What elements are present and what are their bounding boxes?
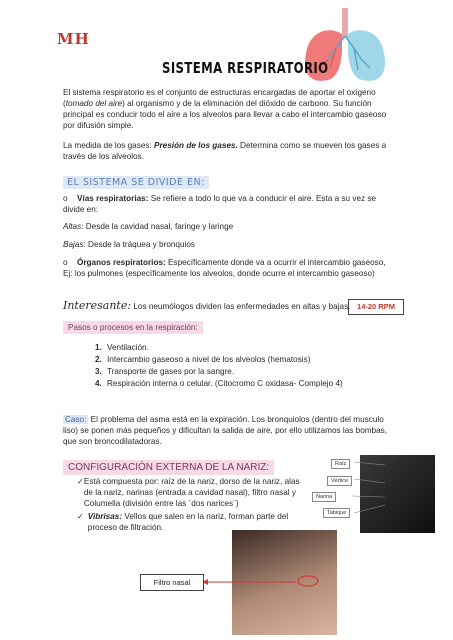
checkmark-icon: ✓: [77, 477, 84, 486]
process-list: [95, 342, 395, 390]
list-item: 1. Ventilación.: [95, 343, 149, 352]
bajas-line: Bajas: Desde la tráquea y bronquios: [63, 240, 195, 249]
section-heading-procesos: Pasos o procesos en la respiración:: [63, 322, 203, 333]
list-item: 4. Respiración interna o celular. (Citocromo C oxidasa- Complejo 4): [95, 379, 343, 388]
list-item: 3. Transporte de gases por la sangre.: [95, 367, 235, 376]
section-heading-divide: EL SISTEMA SE DIVIDE EN:: [63, 172, 209, 190]
circle-bullet-icon: o: [63, 258, 68, 267]
label-tabique: Tabique: [323, 508, 350, 518]
checkmark-icon: ✓: [77, 512, 84, 521]
filtro-nasal-label: Filtro nasal: [140, 574, 204, 591]
page-title: SISTEMA RESPIRATORIO: [162, 59, 329, 77]
section-heading-config: CONFIGURACIÓN EXTERNA DE LA NARIZ:: [63, 457, 274, 475]
interesting-note: Interesante: Los neumólogos dividen las enfermedades en altas y bajas.: [63, 299, 351, 312]
author-initials: MH: [57, 30, 90, 48]
list-item-vias: o Vías respiratorias: Se refiere a todo lo que va a conducir el aire. Esta a su vez se divide en:: [63, 194, 377, 214]
label-vertice: Vértice: [327, 476, 352, 486]
list-item: 2. Intercambio gaseoso a nivel de los alveolos (hematosis): [95, 355, 311, 364]
filtro-arrow: [200, 570, 325, 595]
altas-line: Altas: Desde la cavidad nasal, faringe y laringe: [63, 222, 234, 231]
list-item-organos: o Órganos respiratorios: Específicamente donde va a ocurrir el intercambio gaseoso, Ej: los pulmones (específicamente los alveolos, donde ocurre el intercambio gaseoso): [63, 258, 386, 278]
list-item: ✓ Está compuesta por: raíz de la nariz, dorso de la nariz, alas de la nariz, narinas (entrada a cavidad nasal), filtro nasal y Columella (división entre las ¨dos narices¨): [77, 477, 300, 508]
list-item: ✓ Vibrisas: Vellos que salen en la nariz, forman parte del proceso de filtración.: [77, 512, 289, 532]
nose-config-list: [77, 476, 302, 535]
intro-paragraph: El sistema respiratorio es el conjunto de estructuras encargadas de aportar el oxígeno (tomado del aire) al organismo y de la eliminación del dióxido de carbono. Su función principal es conducir todo el aire a los alveolos para llevar a cabo el intercambio gaseoso por difusión simple.: [63, 88, 387, 130]
label-narina: Narina: [312, 492, 336, 502]
case-paragraph: Caso: El problema del asma está en la expiración. Los bronquiolos (dentro del musculo liso) se ponen más pequeños y dificultan la salida de aire, por ello utilizamos las bombas, que son broncodilatadoras.: [63, 415, 388, 446]
rpm-box: 14-20 RPM: [348, 299, 404, 315]
label-raiz: Raíz: [331, 459, 350, 469]
gas-measure-paragraph: La medida de los gases: Presión de los gases. Determina como se mueven los gases a través de los alveolos.: [63, 141, 387, 161]
circle-bullet-icon: o: [63, 194, 68, 203]
